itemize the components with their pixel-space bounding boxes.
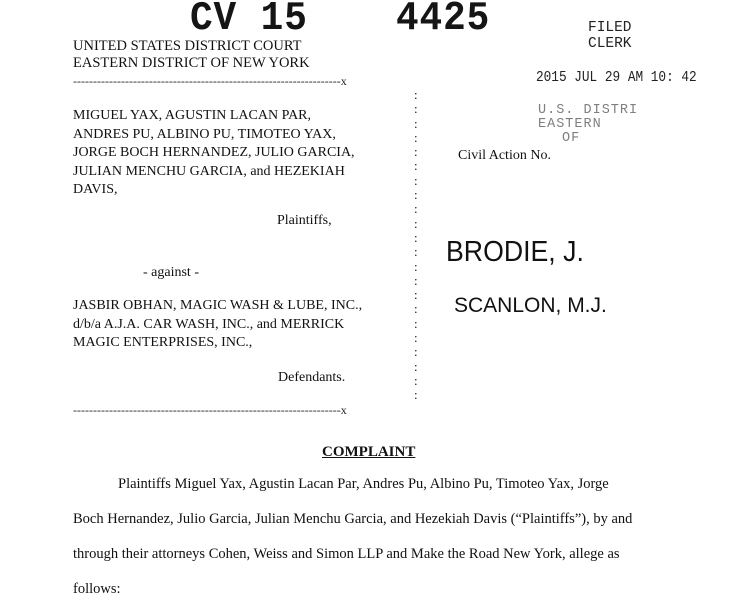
caption-bottom-separator: -------------------------------------------------------------------x xyxy=(73,403,347,417)
faded-stamp xyxy=(538,104,638,146)
plaintiffs-line: JULIAN MENCHU GARCIA, and HEZEKIAH xyxy=(73,163,345,179)
faded-stamp-line1: U.S. DISTRI xyxy=(538,103,639,118)
defendants-label: Defendants. xyxy=(278,370,346,385)
civil-action-label: Civil Action No. xyxy=(458,148,551,163)
defendants-names xyxy=(73,297,362,353)
district-judge: BRODIE, J. xyxy=(446,236,584,268)
plaintiffs-names xyxy=(73,107,355,200)
court-name: UNITED STATES DISTRICT COURT xyxy=(73,38,302,54)
plaintiffs-line: JORGE BOCH HERNANDEZ, JULIO GARCIA, xyxy=(73,145,355,160)
plaintiffs-line: DAVIS, xyxy=(73,182,118,197)
complaint-body-line: through their attorneys Cohen, Weiss and Simon LLP and Make the Road New York, allege as xyxy=(73,546,620,562)
complaint-body-line: Boch Hernandez, Julio Garcia, Julian Menchu Garcia, and Hezekiah Davis (“Plaintiffs”), by and xyxy=(73,511,633,527)
complaint-body-line: Plaintiffs Miguel Yax, Agustin Lacan Par, Andres Pu, Albino Pu, Timoteo Yax, Jorge xyxy=(118,476,609,492)
plaintiffs-label: Plaintiffs, xyxy=(277,213,332,228)
complaint-body-line: follows: xyxy=(73,581,121,597)
complaint-title: COMPLAINT xyxy=(322,444,416,460)
clerk-label: CLERK xyxy=(588,36,632,52)
defendants-line: JASBIR OBHAN, MAGIC WASH & LUBE, INC., xyxy=(73,298,363,313)
faded-stamp-line3: OF xyxy=(562,131,581,146)
case-prefix-stamp: CV 15 xyxy=(190,0,308,42)
faded-stamp-line2: EASTERN xyxy=(538,117,602,132)
filed-date-stamp: 2015 JUL 29 AM 10: 42 xyxy=(536,69,697,86)
court-district: EASTERN DISTRICT OF NEW YORK xyxy=(73,55,310,71)
plaintiffs-line: ANDRES PU, ALBINO PU, TIMOTEO YAX, xyxy=(73,126,336,142)
defendants-line: MAGIC ENTERPRISES, INC., xyxy=(73,335,253,350)
caption-top-separator: -------------------------------------------------------------------x xyxy=(73,74,347,88)
filed-label: FILED xyxy=(588,20,632,36)
plaintiffs-line: MIGUEL YAX, AGUSTIN LACAN PAR, xyxy=(73,108,312,123)
against-label: - against - xyxy=(143,265,199,280)
defendants-line: d/b/a A.J.A. CAR WASH, INC., and MERRICK xyxy=(73,316,345,332)
caption-vertical-divider: : : : : : : : : : : : : : : : : : : : : : : xyxy=(414,87,418,403)
court-header xyxy=(73,38,310,72)
case-number-stamp: 4425 xyxy=(396,0,491,42)
magistrate-judge: SCANLON, M.J. xyxy=(454,294,607,317)
filed-stamp xyxy=(588,20,632,52)
